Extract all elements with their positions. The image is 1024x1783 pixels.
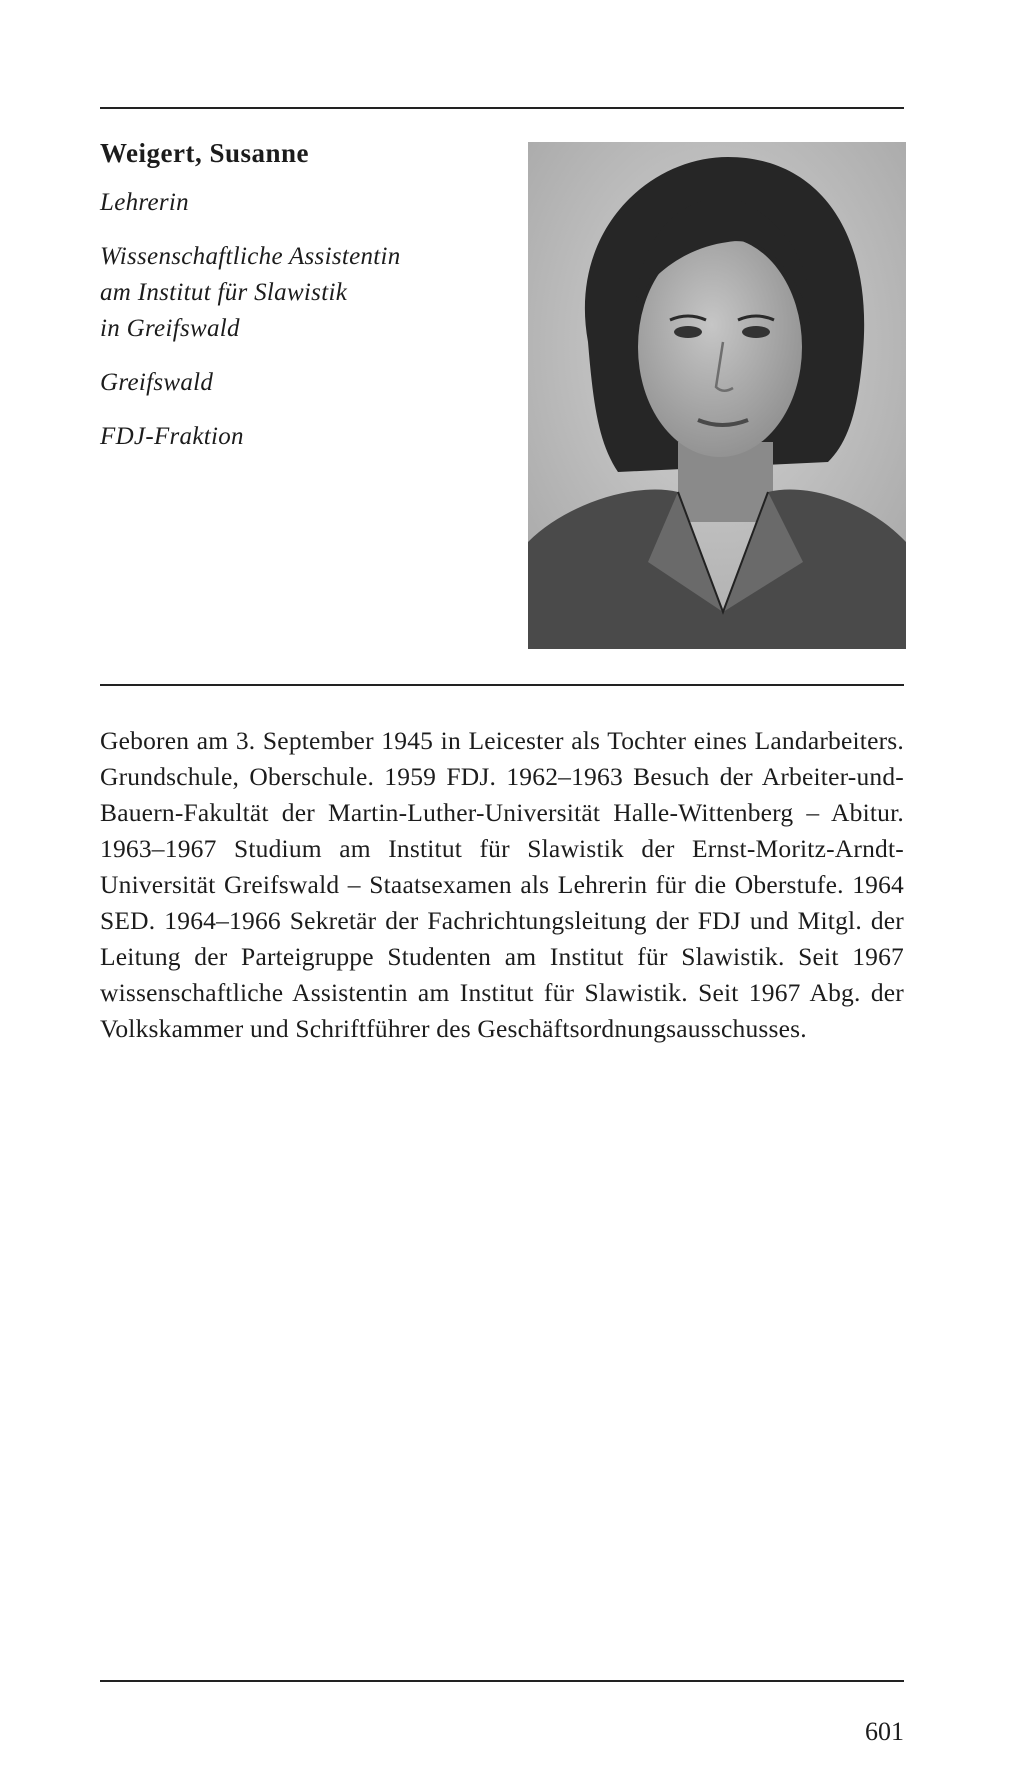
biography-text: Geboren am 3. September 1945 in Leicester als Tochter eines Landarbeiters. Grundschule, Oberschule. 1959 FDJ. 1962–1963 Besuch der Arbeiter-und-Bauern-Fakultät der Martin-Luther-Universität Halle-Wittenberg – Abitur. 1963–1967 Studium am Institut für Slawistik der Ernst-Moritz-Arndt-Universität Greifswald – Staatsexamen als Lehrerin für die Oberstufe. 1964 SED. 1964–1966 Sekretär der Fachrichtungsleitung der FDJ und Mitgl. der Leitung der Parteigruppe Studenten am Institut für Slawistik. Seit 1967 wissenschaftliche Assistentin am Institut für Slawistik. Seit 1967 Abg. der Volkskammer und Schriftführer des Geschäftsordnungsausschusses. — [100, 726, 904, 1043]
bottom-rule — [100, 1680, 904, 1682]
position-line: am Institut für Slawistik — [100, 279, 348, 306]
top-rule — [100, 107, 904, 109]
person-info — [100, 185, 520, 473]
portrait-photo — [528, 142, 906, 649]
portrait-image — [528, 142, 906, 649]
city: Greifswald — [100, 369, 214, 396]
position-line: in Greifswald — [100, 315, 240, 342]
position-line: Wissenschaftliche Assistentin — [100, 243, 401, 270]
person-name: Weigert, Susanne — [100, 138, 310, 168]
page-number: 601 — [865, 1717, 904, 1746]
faction: FDJ-Fraktion — [100, 423, 244, 450]
middle-rule — [100, 684, 904, 686]
profession: Lehrerin — [100, 189, 189, 216]
